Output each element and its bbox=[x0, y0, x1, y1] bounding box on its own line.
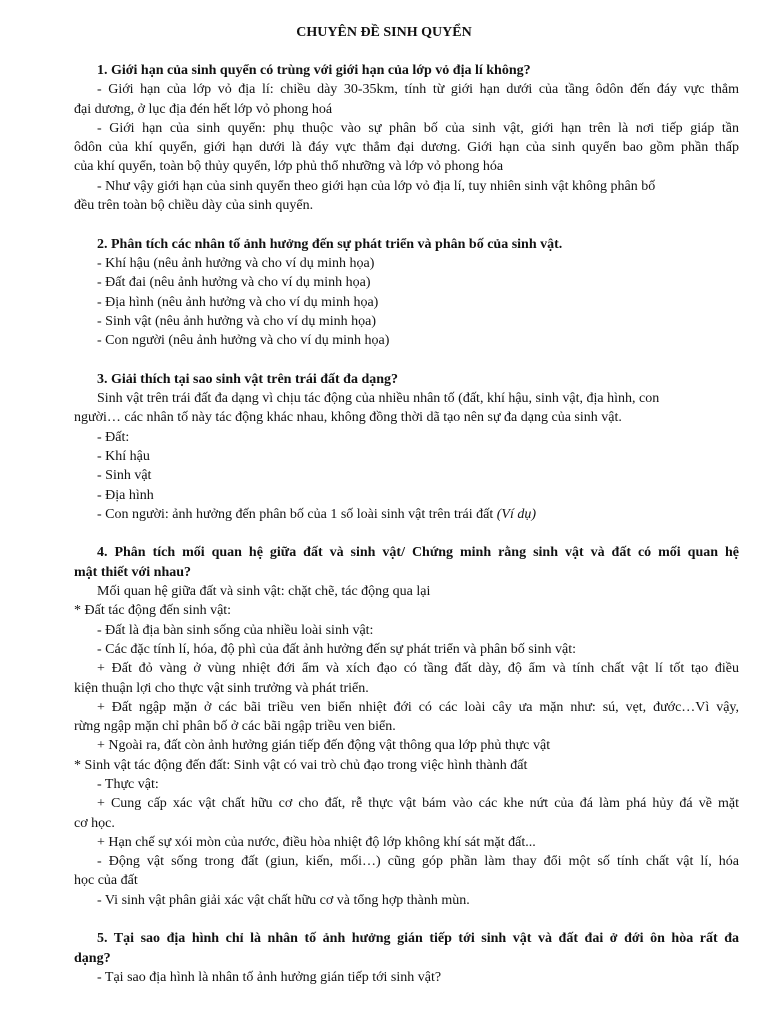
paragraph-line: - Thực vật: bbox=[97, 776, 159, 792]
paragraph-line: - Tại sao địa hình là nhân tố ảnh hưởng gián tiếp tới sinh vật? bbox=[97, 969, 442, 985]
section-5-heading-cont: dạng? bbox=[74, 950, 111, 966]
paragraph-line: - Giới hạn của lớp vỏ địa lí: chiều dày 30-35km, tính từ giới hạn dưới của tầng ôdôn đến đáy vực thẳm bbox=[97, 82, 739, 98]
spacer bbox=[74, 215, 739, 234]
list-item: - Địa hình bbox=[97, 487, 154, 503]
paragraph-line: - Đất là địa bàn sinh sống của nhiều loài sinh vật: bbox=[97, 622, 374, 638]
paragraph-line: Mối quan hệ giữa đất và sinh vật: chặt chẽ, tác động qua lại bbox=[97, 584, 431, 600]
section-5-heading: 5. Tại sao địa hình chỉ là nhân tố ảnh hưởng gián tiếp tới sinh vật và đất đai ở đới ôn hòa rất đa bbox=[97, 931, 739, 947]
page-title: CHUYÊN ĐỀ SINH QUYỂN bbox=[296, 25, 472, 40]
paragraph-line: + Đất đỏ vàng ở vùng nhiệt đới ẩm và xích đạo có tầng đất dày, độ ẩm và tính chất vật lí tốt tạo điều bbox=[97, 661, 739, 677]
paragraph-line: + Ngoài ra, đất còn ảnh hưởng gián tiếp đến động vật thông qua lớp phủ thực vật bbox=[97, 738, 551, 754]
list-item: - Con người (nêu ảnh hưởng và cho ví dụ minh họa) bbox=[97, 333, 390, 349]
paragraph-line: - Động vật sống trong đất (giun, kiến, mối…) cũng góp phần làm thay đổi một số tính chất vật lí, hóa bbox=[97, 854, 739, 870]
list-item: - Đất đai (nêu ảnh hưởng và cho ví dụ minh họa) bbox=[97, 275, 371, 291]
paragraph-line: + Hạn chế sự xói mòn của nước, điều hòa nhiệt độ lớp không khí sát mặt đất... bbox=[97, 834, 536, 850]
paragraph-line: - Vi sinh vật phân giải xác vật chất hữu cơ và tổng hợp thành mùn. bbox=[97, 892, 470, 908]
paragraph-line: kiện thuận lợi cho thực vật sinh trưởng và phát triển. bbox=[74, 680, 369, 696]
list-item: - Sinh vật bbox=[97, 468, 152, 484]
list-item: - Đất: bbox=[97, 429, 130, 445]
paragraph-line: đại dương, ở lục địa đén hết lớp vỏ phong hoá bbox=[74, 101, 333, 117]
paragraph-line: - Các đặc tính lí, hóa, độ phì của đất ảnh hưởng đến sự phát triển và phân bố sinh vật: bbox=[97, 641, 577, 657]
paragraph-line: cơ học. bbox=[74, 815, 115, 831]
paragraph-line: + Đất ngập mặn ở các bãi triều ven biển nhiệt đới có các loài cây ưa mặn như: sú, vẹt, đước…Vì vậy, bbox=[97, 699, 739, 715]
paragraph-line: Sinh vật trên trái đất đa dạng vì chịu tác động của nhiều nhân tố (đất, khí hậu, sinh vật, địa hình, con bbox=[97, 391, 660, 407]
example-note: (Ví dụ) bbox=[496, 506, 537, 522]
paragraph-line: người… các nhân tố này tác động khác nhau, không đồng thời dã tạo nên sự đa dạng của sinh vật. bbox=[74, 410, 622, 426]
list-item-text: - Con người: ảnh hưởng đến phân bố của 1 số loài sinh vật trên trái đất bbox=[97, 506, 497, 522]
section-2-heading: 2. Phân tích các nhân tố ảnh hưởng đến sự phát triển và phân bố của sinh vật. bbox=[97, 236, 563, 252]
spacer bbox=[74, 350, 739, 369]
list-item: - Sinh vật (nêu ảnh hưởng và cho ví dụ minh họa) bbox=[97, 313, 376, 329]
section-4-heading-cont: mật thiết với nhau? bbox=[74, 564, 192, 580]
subheading: * Đất tác động đến sinh vật: bbox=[74, 603, 232, 619]
list-item: - Khí hậu (nêu ảnh hưởng và cho ví dụ minh họa) bbox=[97, 255, 375, 271]
section-3-heading: 3. Giải thích tại sao sinh vật trên trái đất đa dạng? bbox=[97, 371, 399, 387]
subheading: * Sinh vật tác động đến đất: Sinh vật có vai trò chủ đạo trong việc hình thành đất bbox=[74, 757, 528, 773]
paragraph-line: rừng ngập mặn chỉ phân bố ở các bãi ngập triều ven biển. bbox=[74, 719, 396, 735]
paragraph-line: - Giới hạn của sinh quyển: phụ thuộc vào sự phân bố của sinh vật, giới hạn trên là nơi tiếp giáp tần bbox=[97, 120, 739, 136]
paragraph-line: ôdôn của khí quyển, giới hạn dưới là đáy vực thẳm đại dương. Giới hạn của sinh quyển bao gồm phần thấp bbox=[74, 140, 739, 156]
paragraph-line: - Như vậy giới hạn của sinh quyển theo giới hạn của lớp vỏ địa lí, tuy nhiên sinh vật không phân bố bbox=[97, 178, 656, 194]
section-4-heading: 4. Phân tích mối quan hệ giữa đất và sinh vật/ Chứng minh rằng sinh vật và đất có mối quan hệ bbox=[97, 545, 739, 561]
section-1-heading: 1. Giới hạn của sinh quyển có trùng với giới hạn của lớp vỏ địa lí không? bbox=[97, 63, 531, 78]
spacer bbox=[74, 910, 739, 929]
document-body bbox=[74, 61, 739, 987]
paragraph-line: đều trên toàn bộ chiều dày của sinh quyển. bbox=[74, 198, 314, 214]
paragraph-line: + Cung cấp xác vật chất hữu cơ cho đất, rễ thực vật bám vào các khe nứt của đá làm phá hủy đá về mặt bbox=[97, 796, 739, 812]
paragraph-line: của khí quyển, toàn bộ thủy quyển, lớp phủ thổ nhưỡng và lớp vỏ phong hóa bbox=[74, 159, 504, 175]
list-item: - Khí hậu bbox=[97, 448, 150, 464]
list-item: - Địa hình (nêu ảnh hưởng và cho ví dụ minh họa) bbox=[97, 294, 379, 310]
spacer bbox=[74, 524, 739, 543]
list-item bbox=[74, 505, 739, 524]
paragraph-line: học của đất bbox=[74, 873, 138, 889]
